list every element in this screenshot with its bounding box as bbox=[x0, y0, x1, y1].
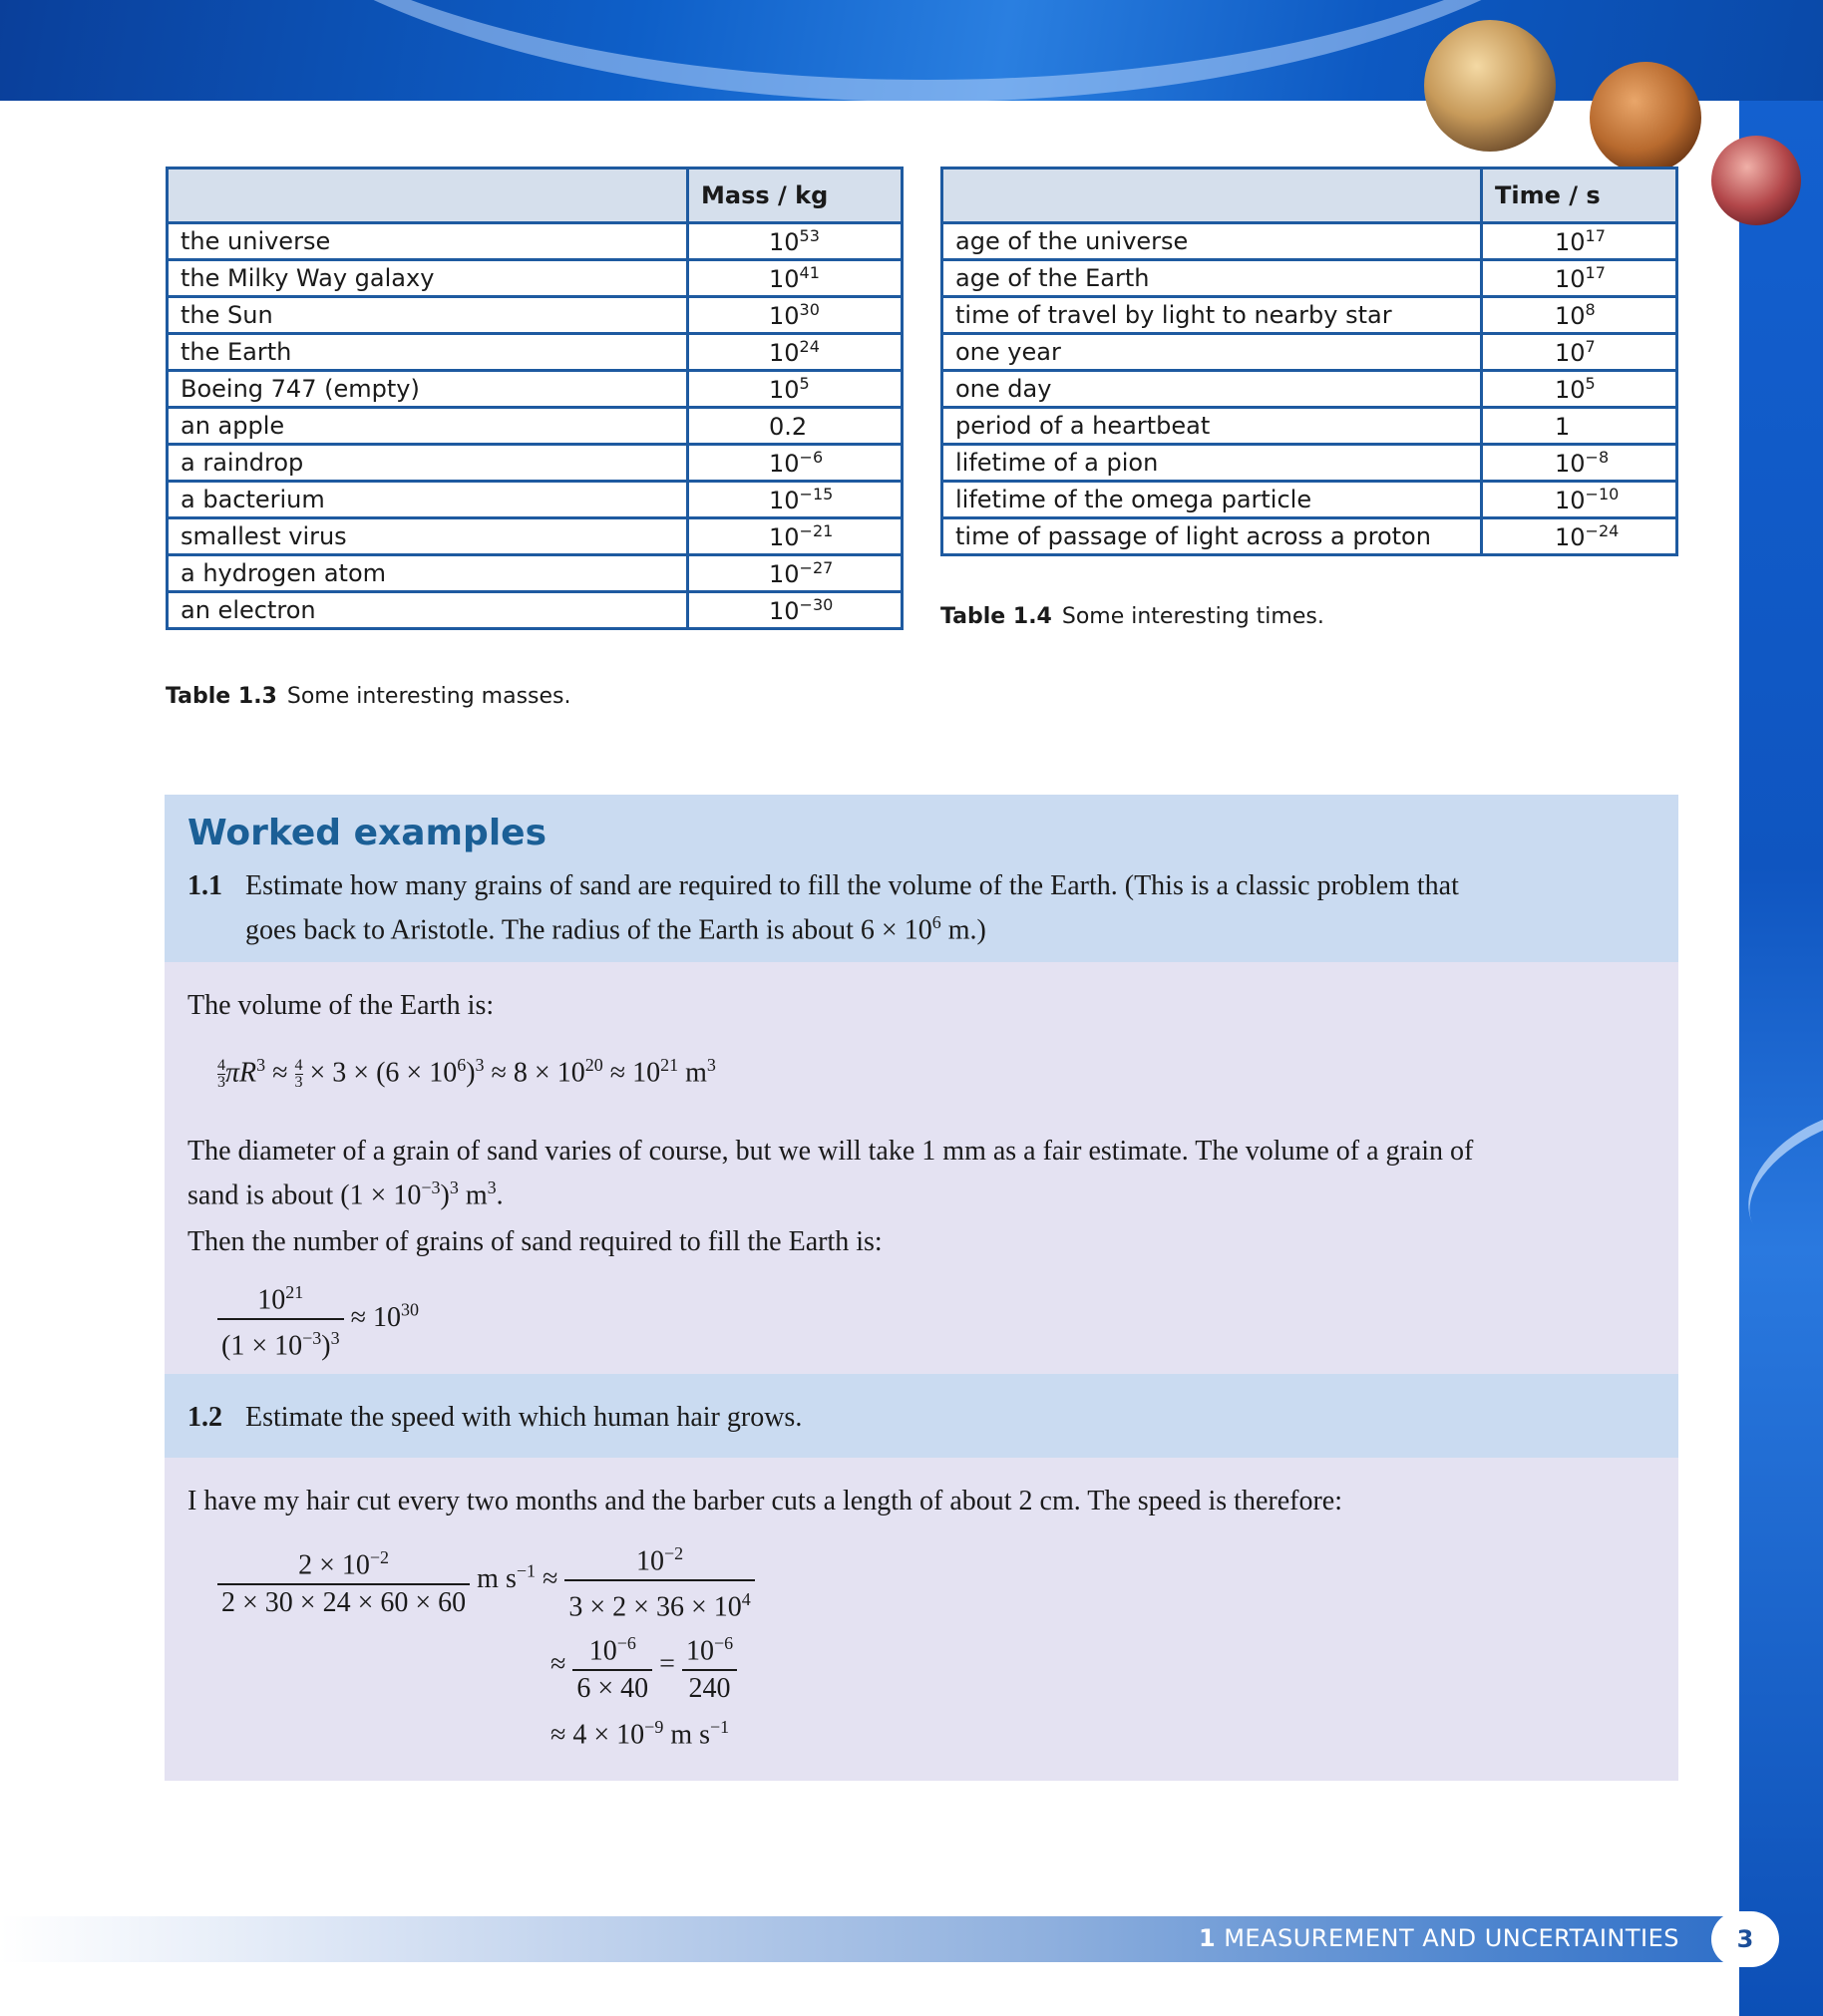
table-header-row bbox=[168, 168, 903, 223]
row-label: smallest virus bbox=[168, 518, 688, 555]
row-value bbox=[688, 408, 903, 445]
times-table bbox=[940, 167, 1678, 556]
page-number: 3 bbox=[1711, 1911, 1779, 1967]
caption-text: Some interesting masses. bbox=[286, 684, 571, 709]
value-base: 10 bbox=[769, 523, 800, 551]
table-header-row bbox=[942, 168, 1677, 223]
table-row bbox=[168, 297, 903, 334]
masses-table-body bbox=[168, 223, 903, 629]
caption-label: Table 1.4 bbox=[940, 604, 1052, 629]
value-exponent: −10 bbox=[1585, 485, 1620, 504]
row-label: the universe bbox=[168, 223, 688, 260]
table-1-3-caption bbox=[166, 684, 570, 709]
table-row bbox=[942, 518, 1677, 555]
question-1-line-2-end: m.) bbox=[940, 914, 986, 946]
row-value bbox=[688, 592, 903, 629]
value-exponent: 17 bbox=[1585, 263, 1606, 282]
question-number: 1.1 bbox=[187, 870, 222, 901]
value-exponent: −6 bbox=[799, 448, 824, 467]
answer-1-line-1: The diameter of a grain of sand varies of course, but we will take 1 mm as a fair estimate. The volume of a grain of bbox=[187, 1136, 1474, 1167]
value-base: 10 bbox=[769, 265, 800, 293]
table-row bbox=[168, 555, 903, 592]
row-label: the Milky Way galaxy bbox=[168, 260, 688, 297]
value-base: 10 bbox=[1555, 523, 1586, 551]
value-base: 10 bbox=[769, 450, 800, 478]
row-value bbox=[688, 518, 903, 555]
value-exponent: −21 bbox=[799, 521, 834, 540]
row-value bbox=[1482, 371, 1677, 408]
unit: m bbox=[458, 1179, 488, 1211]
right-side-strip bbox=[1739, 101, 1823, 2016]
row-value bbox=[688, 371, 903, 408]
answer-2-intro: I have my hair cut every two months and the barber cuts a length of about 2 cm. The speed is therefore: bbox=[187, 1486, 1342, 1516]
table-header-mass: Mass / kg bbox=[688, 168, 903, 223]
value-exponent: −8 bbox=[1585, 448, 1610, 467]
question-1-line-2: goes back to Aristotle. The radius of the Earth is about 6 × 10 bbox=[245, 914, 932, 946]
value-base: 10 bbox=[769, 487, 800, 514]
row-label: a bacterium bbox=[168, 482, 688, 518]
value-exponent: 30 bbox=[799, 300, 820, 319]
value-base: 10 bbox=[769, 302, 800, 330]
row-value bbox=[688, 555, 903, 592]
row-value bbox=[1482, 260, 1677, 297]
row-value bbox=[688, 482, 903, 518]
row-value bbox=[688, 297, 903, 334]
table-row bbox=[942, 445, 1677, 482]
table-row bbox=[168, 260, 903, 297]
row-value bbox=[1482, 334, 1677, 371]
exponent: −3 bbox=[421, 1177, 441, 1197]
question-2 bbox=[187, 1400, 802, 1436]
row-label: Boeing 747 (empty) bbox=[168, 371, 688, 408]
value-exponent: −30 bbox=[799, 595, 834, 614]
exponent: 3 bbox=[449, 1177, 459, 1197]
row-label: lifetime of the omega particle bbox=[942, 482, 1482, 518]
caption-text: Some interesting times. bbox=[1061, 604, 1324, 629]
paren: ) bbox=[440, 1179, 450, 1211]
grain-count-equation: $\frac{10^{21}}{(1 \times 10^{-3})^3}$ ≈ $10^{30}$ bbox=[217, 1274, 419, 1365]
value-base: 1 bbox=[1555, 413, 1571, 441]
table-row bbox=[168, 592, 903, 629]
value-exponent: 41 bbox=[799, 263, 820, 282]
volume-equation: $\frac{4}{3}\pi R^3$ ≈ $\frac{4}{3} \times 3 \times (6 \times 10^6)^3 \approx 8 \times 10^{20} \approx 10^{21}$ $m^3$ bbox=[217, 1055, 716, 1092]
value-exponent: −27 bbox=[799, 558, 834, 577]
caption-label: Table 1.3 bbox=[166, 684, 277, 709]
row-label: a hydrogen atom bbox=[168, 555, 688, 592]
value-exponent: −24 bbox=[1585, 521, 1620, 540]
table-header-time: Time / s bbox=[1482, 168, 1677, 223]
table-row bbox=[942, 482, 1677, 518]
value-exponent: 8 bbox=[1585, 300, 1596, 319]
table-row bbox=[942, 334, 1677, 371]
table-row bbox=[168, 371, 903, 408]
table-row bbox=[168, 334, 903, 371]
value-base: 10 bbox=[1555, 376, 1586, 404]
value-exponent: 17 bbox=[1585, 226, 1606, 245]
table-header-label bbox=[168, 168, 688, 223]
running-footer bbox=[1199, 1924, 1679, 1952]
question-2-text: Estimate the speed with which human hair grows. bbox=[245, 1402, 803, 1433]
row-label: the Earth bbox=[168, 334, 688, 371]
answer-1-paragraph-3: Then the number of grains of sand required to fill the Earth is: bbox=[187, 1226, 883, 1257]
exponent: 6 bbox=[931, 912, 941, 932]
value-exponent: 24 bbox=[799, 337, 820, 356]
row-value bbox=[688, 223, 903, 260]
row-label: age of the Earth bbox=[942, 260, 1482, 297]
row-value bbox=[1482, 445, 1677, 482]
answer-1-intro: The volume of the Earth is: bbox=[187, 990, 495, 1021]
value-base: 10 bbox=[1555, 339, 1586, 367]
row-value bbox=[1482, 408, 1677, 445]
value-exponent: 53 bbox=[799, 226, 820, 245]
table-row bbox=[168, 445, 903, 482]
value-base: 10 bbox=[769, 597, 800, 625]
value-exponent: 5 bbox=[799, 374, 810, 393]
row-value bbox=[1482, 518, 1677, 555]
value-exponent: −15 bbox=[799, 485, 834, 504]
table-row bbox=[168, 223, 903, 260]
row-value bbox=[1482, 482, 1677, 518]
value-exponent: 7 bbox=[1585, 337, 1596, 356]
value-base: 10 bbox=[769, 376, 800, 404]
times-table-body bbox=[942, 223, 1677, 555]
exponent: 3 bbox=[487, 1177, 497, 1197]
table-row bbox=[168, 518, 903, 555]
row-label: one year bbox=[942, 334, 1482, 371]
row-label: an apple bbox=[168, 408, 688, 445]
speed-equation-line-1: $\frac{2 \times 10^{-2}}{2 \times 30 \times 24 \times 60 \times 60}$ m $s^{-1}$ ≈ $\frac{10^{-2}}{3 \times 2 \times 36 \times 10^4}$ bbox=[217, 1535, 755, 1626]
value-base: 10 bbox=[1555, 265, 1586, 293]
value-base: 10 bbox=[1555, 450, 1586, 478]
chapter-title: MEASUREMENT AND UNCERTAINTIES bbox=[1224, 1924, 1679, 1952]
row-label: lifetime of a pion bbox=[942, 445, 1482, 482]
worked-examples-title: Worked examples bbox=[187, 813, 547, 853]
chapter-number: 1 bbox=[1199, 1924, 1217, 1952]
row-label: period of a heartbeat bbox=[942, 408, 1482, 445]
question-number: 1.2 bbox=[187, 1402, 222, 1433]
table-1-4-caption bbox=[940, 604, 1324, 629]
answer-1-line-2: sand is about (1 × 10 bbox=[187, 1179, 422, 1211]
planet-image-1 bbox=[1424, 20, 1556, 152]
value-base: 0.2 bbox=[769, 413, 808, 441]
table-row bbox=[942, 260, 1677, 297]
row-label: the Sun bbox=[168, 297, 688, 334]
table-row bbox=[942, 223, 1677, 260]
value-base: 10 bbox=[769, 228, 800, 256]
question-1 bbox=[187, 868, 1663, 948]
row-label: one day bbox=[942, 371, 1482, 408]
table-header-label bbox=[942, 168, 1482, 223]
table-row bbox=[168, 482, 903, 518]
row-value bbox=[688, 334, 903, 371]
value-base: 10 bbox=[1555, 487, 1586, 514]
row-value bbox=[1482, 297, 1677, 334]
value-base: 10 bbox=[769, 560, 800, 588]
row-label: an electron bbox=[168, 592, 688, 629]
value-exponent: 5 bbox=[1585, 374, 1596, 393]
row-value bbox=[688, 260, 903, 297]
period: . bbox=[496, 1179, 504, 1211]
planet-image-3 bbox=[1711, 136, 1801, 225]
row-label: time of passage of light across a proton bbox=[942, 518, 1482, 555]
speed-equation-line-2: ≈ $\frac{10^{-6}}{6 \times 40}$ = $\frac{10^{-6}}{240}$ bbox=[550, 1625, 737, 1707]
masses-table bbox=[166, 167, 904, 630]
speed-equation-line-3: ≈ $4 \times 10^{-9}$ m $s^{-1}$ bbox=[550, 1717, 730, 1751]
value-base: 10 bbox=[1555, 302, 1586, 330]
row-label: time of travel by light to nearby star bbox=[942, 297, 1482, 334]
value-base: 10 bbox=[1555, 228, 1586, 256]
row-label: a raindrop bbox=[168, 445, 688, 482]
question-1-line-1: Estimate how many grains of sand are required to fill the volume of the Earth. (This is a classic problem that bbox=[245, 870, 1459, 901]
table-row bbox=[168, 408, 903, 445]
table-row bbox=[942, 297, 1677, 334]
answer-1-paragraph-2 bbox=[187, 1134, 1663, 1213]
row-value bbox=[688, 445, 903, 482]
row-value bbox=[1482, 223, 1677, 260]
table-row bbox=[942, 371, 1677, 408]
row-label: age of the universe bbox=[942, 223, 1482, 260]
planet-image-2 bbox=[1590, 62, 1701, 173]
value-base: 10 bbox=[769, 339, 800, 367]
table-row bbox=[942, 408, 1677, 445]
